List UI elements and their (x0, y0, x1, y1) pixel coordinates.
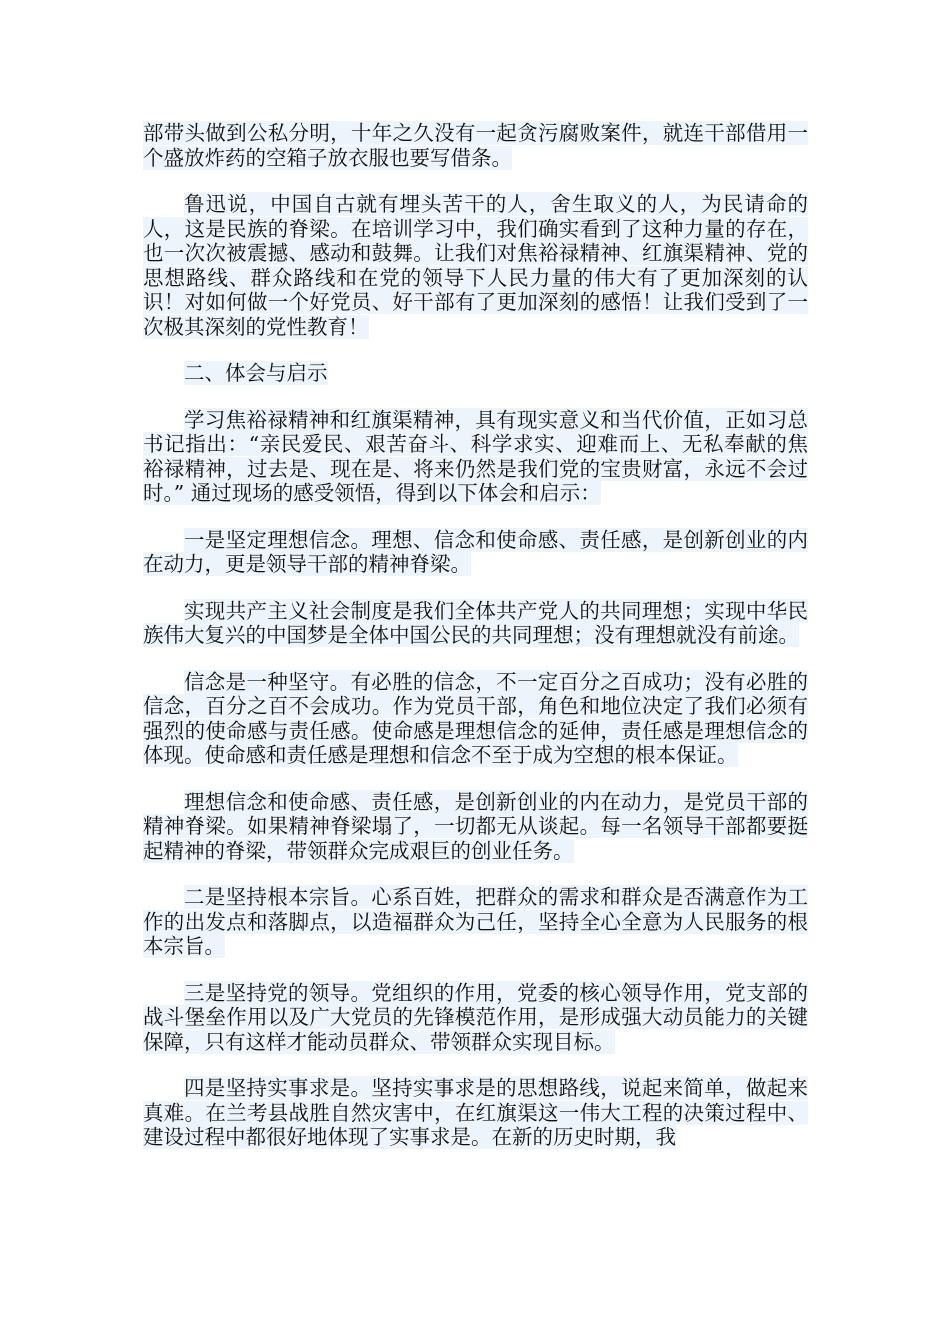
paragraph-point-four (143, 1076, 808, 1150)
paragraph-spirit (143, 790, 808, 864)
paragraph-text: 学习焦裕禄精神和红旗渠精神，具有现实意义和当代价值，正如习总书记指出：“亲民爱民、艰苦奋斗、科学求实、迎难而上、无私奉献的焦裕禄精神，过去是、现在是、将来仍然是我们党的宝贵财富，永远不会过时。” 通过现场的感受领悟，得到以下体会和启示： (143, 407, 808, 505)
paragraph-lu-xun-quote (143, 192, 808, 339)
paragraph-ideals (143, 599, 808, 648)
paragraph-belief (143, 670, 808, 768)
paragraph-text: 一是坚定理想信念。理想、信念和使命感、责任感，是创新创业的内在动力，更是领导干部的精神脊梁。 (143, 527, 808, 576)
paragraph-point-one (143, 528, 808, 577)
paragraph-text: 三是坚持党的领导。党组织的作用，党委的核心领导作用，党支部的战斗堡垒作用以及广大党员的先锋模范作用，是形成强大动员能力的关键保障，只有这样才能动员群众、带领群众实现目标。 (143, 980, 808, 1054)
paragraph-text: 实现共产主义社会制度是我们全体共产党人的共同理想；实现中华民族伟大复兴的中国梦是全体中国公民的共同理想；没有理想就没有前途。 (143, 598, 808, 647)
paragraph-point-two (143, 885, 808, 959)
section-heading (143, 361, 808, 386)
paragraph-text: 四是坚持实事求是。坚持实事求是的思想路线，说起来简单，做起来真难。在兰考县战胜自然灾害中，在红旗渠这一伟大工程的决策过程中、建设过程中都很好地体现了实事求是。在新的历史时期，我 (143, 1076, 808, 1149)
paragraph-text: 理想信念和使命感、责任感，是创新创业的内在动力，是党员干部的精神脊梁。如果精神脊梁塌了，一切都无从谈起。每一名领导干部都要挺起精神的脊梁，带领群众完成艰巨的创业任务。 (143, 789, 808, 863)
document-body (143, 121, 808, 1172)
paragraph-text: 信念是一种坚守。有必胜的信念，不一定百分之百成功；没有必胜的信念，百分之百不会成功。作为党员干部，角色和地位决定了我们必须有强烈的使命感与责任感。使命感是理想信念的延伸，责任感是理想信念的体现。使命感和责任感是理想和信念不至于成为空想的根本保证。 (143, 669, 808, 767)
paragraph-continuation (143, 121, 808, 170)
paragraph-text: 鲁迅说，中国自古就有埋头苦干的人，舍生取义的人，为民请命的人，这是民族的脊梁。在培训学习中，我们确实看到了这种力量的存在，也一次次被震撼、感动和鼓舞。让我们对焦裕禄精神、红旗渠精神、党的思想路线、群众路线和在党的领导下人民力量的伟大有了更加深刻的认识！对如何做一个好党员、好干部有了更加深刻的感悟！让我们受到了一次极其深刻的党性教育！ (143, 192, 808, 339)
paragraph-text: 部带头做到公私分明，十年之久没有一起贪污腐败案件，就连干部借用一个盛放炸药的空箱子放衣服也要写借条。 (143, 121, 808, 170)
paragraph-point-three (143, 981, 808, 1055)
paragraph-text: 二是坚持根本宗旨。心系百姓，把群众的需求和群众是否满意作为工作的出发点和落脚点，以造福群众为己任，坚持全心全意为人民服务的根本宗旨。 (143, 885, 808, 958)
paragraph-intro (143, 408, 808, 506)
section-heading-text: 二、体会与启示 (184, 361, 328, 385)
